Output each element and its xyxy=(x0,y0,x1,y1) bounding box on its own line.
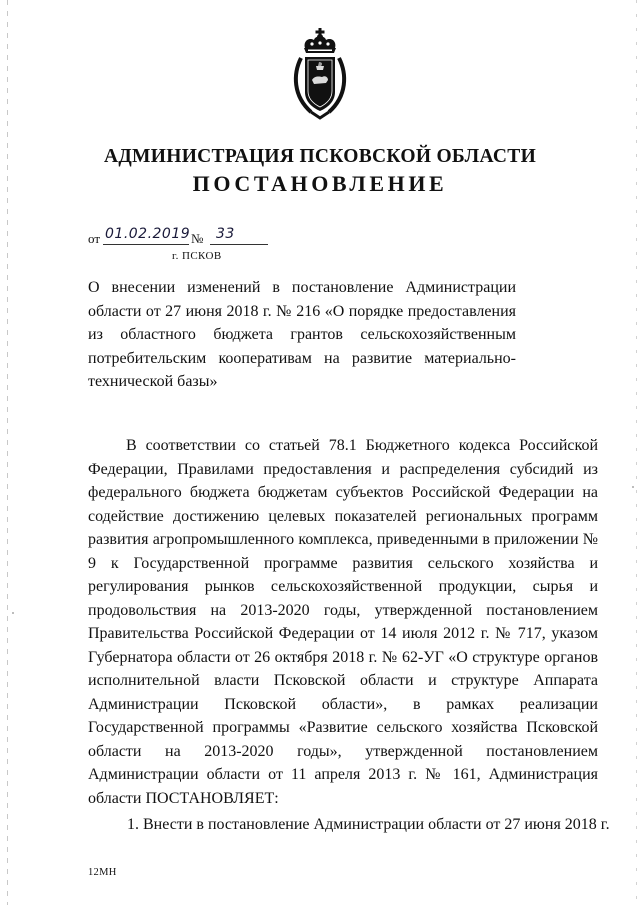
scan-speck xyxy=(12,612,14,614)
scan-edge-right xyxy=(636,0,637,905)
handwritten-number: 33 xyxy=(216,226,235,242)
document-type-title: ПОСТАНОВЛЕНИЕ xyxy=(192,171,448,196)
number-prefix: № xyxy=(191,231,204,246)
city-label: г. ПСКОВ xyxy=(172,250,222,262)
footer-code: 12МН xyxy=(88,867,117,878)
item-1-paragraph: 1. Внести в постановление Администрации области от 27 июня 2018 г. xyxy=(127,816,610,833)
number-underline xyxy=(210,244,268,245)
date-underline xyxy=(103,244,189,245)
scan-speck xyxy=(632,486,634,488)
organization-title: АДМИНИСТРАЦИЯ ПСКОВСКОЙ ОБЛАСТИ xyxy=(103,146,537,167)
date-prefix: от xyxy=(88,231,101,246)
handwritten-date: 01.02.2019 xyxy=(105,226,191,242)
preamble-paragraph: В соответствии со статьей 78.1 Бюджетного кодекса Российской Федерации, Правилами предоставления и распределения субсидий из федерального бюджета бюджетам субъектов Российской Федерации на содействие достижению целевых показателей региональных программ развития агропромышленного комплекса, приведенными в приложении № 9 к Государственной программе развития сельского хозяйства и регулирования рынков сельскохозяйственной продукции, сырья и продовольствия на 2013-2020 годы, утвержденной постановлением Правительства Российской Федерации от 14 июля 2012 г. № 717, указом Губернатора области от 26 октября 2018 г. № 62-УГ «О структуре органов исполнительной власти Псковской области и структуре Аппарата Администрации Псковской области», в рамках реализации Государственной программы «Развитие сельского хозяйства Псковской области на 2013-2020 годы», утвержденной постановлением Администрации области от 11 апреля 2013 г. № 161, Администрация области ПОСТАНОВЛЯЕТ: xyxy=(88,437,598,807)
date-number-line xyxy=(88,226,288,246)
pskov-coat-of-arms-icon xyxy=(285,22,355,122)
document-subject: О внесении изменений в постановление Администрации области от 27 июня 2018 г. № 216 «О порядке предоставления из областного бюджета грантов сельскохозяйственным потребительским кооперативам на развитие материально-технической базы» xyxy=(88,279,516,390)
scan-edge-left xyxy=(7,0,8,905)
preamble-block xyxy=(88,434,598,810)
